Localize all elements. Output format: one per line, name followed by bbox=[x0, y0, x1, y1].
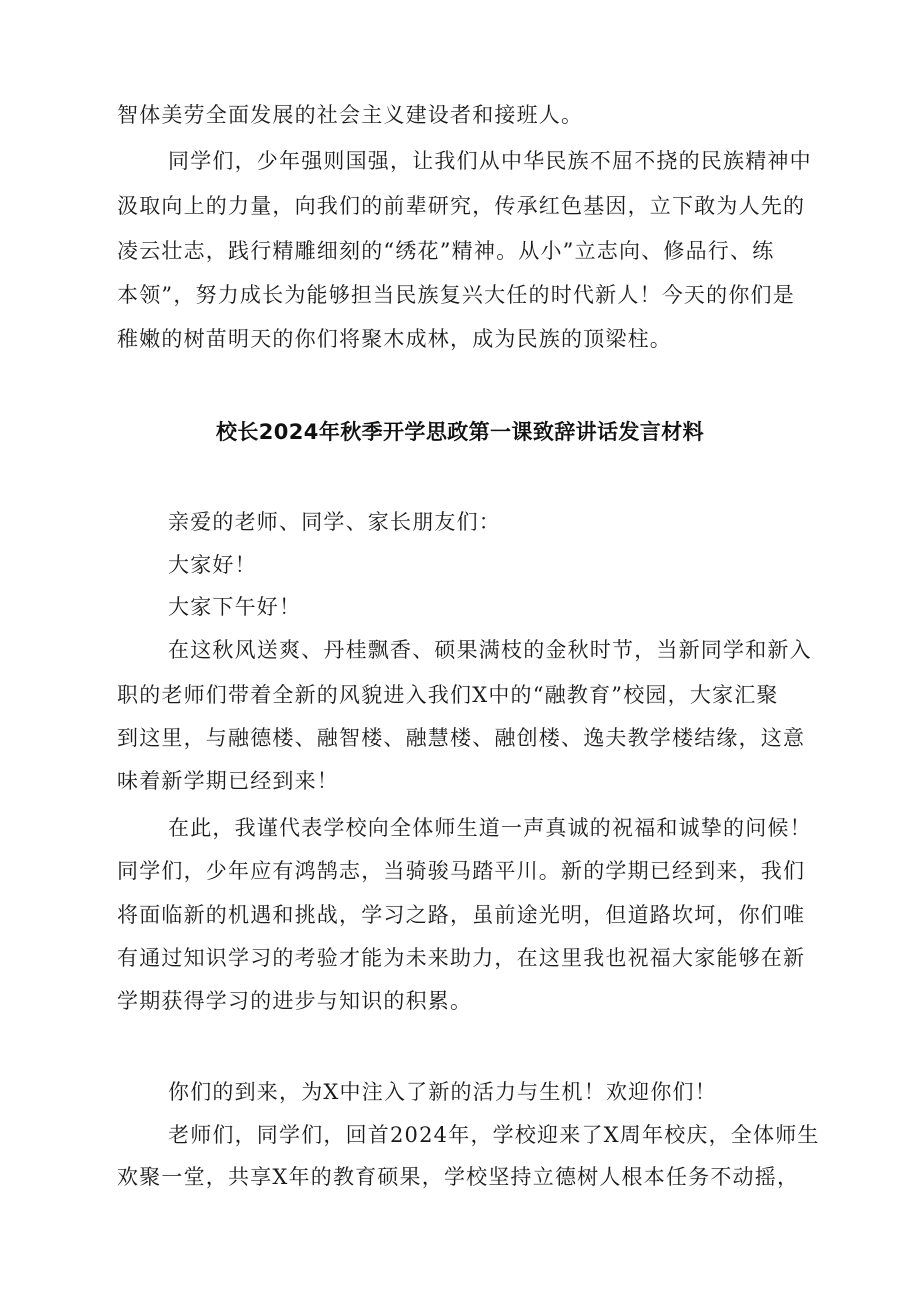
text-line: 有通过知识学习的考验才能为未来助力，在这里我也祝福大家能够在新 bbox=[117, 946, 806, 970]
paragraph-start-line: 老师们，同学们，回首2024年，学校迎来了X周年校庆，全体师生 bbox=[168, 1123, 820, 1147]
text-line: 凌云壮志，践行精雕细刻的“绣花”精神。从小”立志向、修品行、练 bbox=[117, 239, 775, 263]
text-line: 本领”，努力成长为能够担当民族复兴大任的时代新人！今天的你们是 bbox=[117, 283, 795, 307]
paragraph-start-line: 在这秋风送爽、丹桂飘香、硕果满枝的金秋时节，当新同学和新入 bbox=[168, 638, 812, 662]
paragraph-start-line: 你们的到来，为X中注入了新的活力与生机！欢迎你们！ bbox=[168, 1080, 717, 1104]
text-line: 职的老师们带着全新的风貌进入我们X中的“融教育”校园，大家汇聚 bbox=[117, 683, 779, 707]
text-line: 到这里，与融德楼、融智楼、融慧楼、融创楼、逸夫教学楼结缘，这意 bbox=[117, 726, 806, 750]
section-title: 校长2024年秋季开学思政第一课致辞讲话发言材料 bbox=[215, 420, 705, 444]
text-line: 欢聚一堂，共享X年的教育硕果，学校坚持立德树人根本任务不动摇， bbox=[117, 1165, 800, 1189]
text-line: 汲取向上的力量，向我们的前辈研究，传承红色基因，立下敢为人先的 bbox=[117, 194, 806, 218]
text-line: 学期获得学习的进步与知识的积累。 bbox=[117, 989, 473, 1013]
text-line: 将面临新的机遇和挑战，学习之路，虽前途光明，但道路坎坷，你们唯 bbox=[117, 903, 806, 927]
paragraph-start-line: 在此，我谨代表学校向全体师生道一声真诚的祝福和诚挚的问候！ bbox=[168, 816, 812, 840]
text-line: 同学们，少年应有鸿鹄志，当骑骏马踏平川。新的学期已经到来，我们 bbox=[117, 859, 806, 883]
text-line: 智体美劳全面发展的社会主义建设者和接班人。 bbox=[117, 103, 584, 127]
text-line: 味着新学期已经到来！ bbox=[117, 769, 339, 793]
greeting-line: 大家下午好！ bbox=[168, 595, 302, 619]
salutation-line: 亲爱的老师、同学、家长朋友们： bbox=[168, 510, 501, 534]
greeting-line: 大家好！ bbox=[168, 553, 257, 577]
text-line: 稚嫩的树苗明天的你们将聚木成林，成为民族的顶梁柱。 bbox=[117, 327, 672, 351]
paragraph-start-line: 同学们，少年强则国强，让我们从中华民族不屈不挠的民族精神中 bbox=[168, 149, 812, 173]
